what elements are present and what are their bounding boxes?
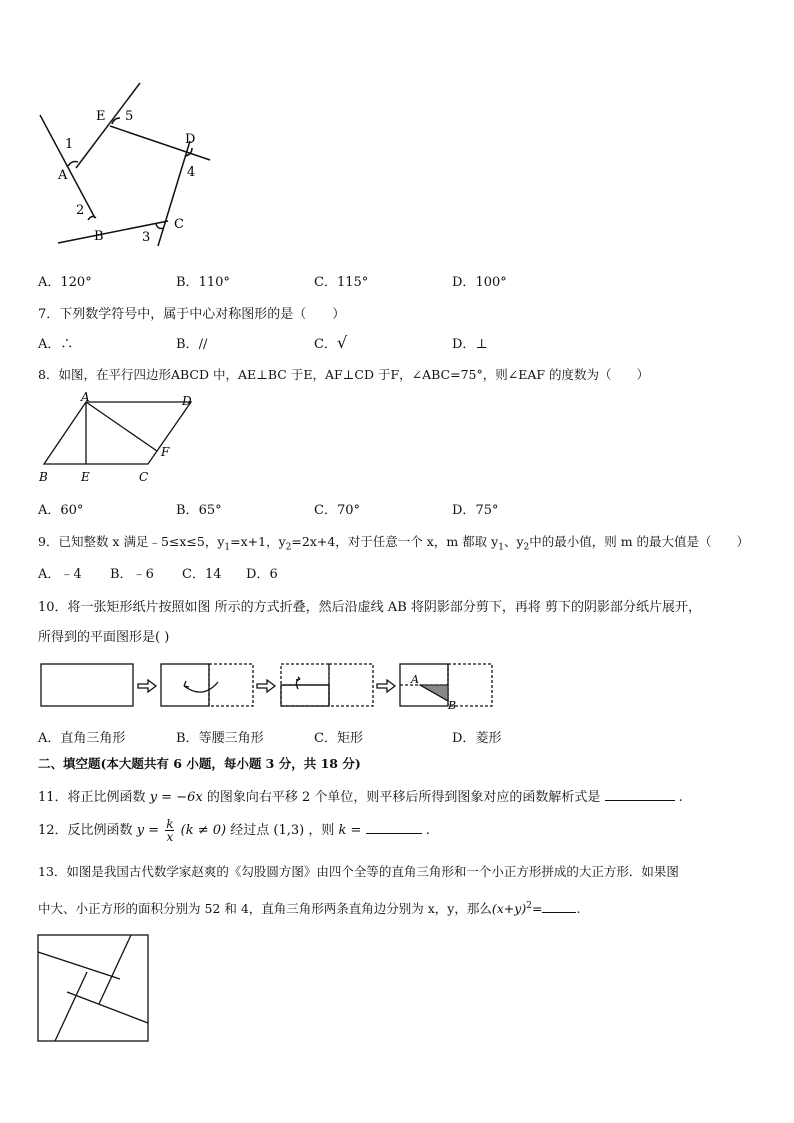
q6-label-2: 2 xyxy=(76,203,85,218)
q6-label-B: B xyxy=(94,229,104,244)
q8-stem: 8．如图，在平行四边形ABCD 中，AE⊥BC 于E，AF⊥CD 于F，∠ABC=75°，则∠EAF 的度数为（ ） xyxy=(38,367,650,382)
q8-label-E: E xyxy=(81,470,90,484)
q8-label-B: B xyxy=(39,470,48,484)
q6-label-4: 4 xyxy=(187,165,196,180)
q7-stem: 7．下列数学符号中，属于中心对称图形的是（ ） xyxy=(38,307,346,322)
q8-parallelogram-figure xyxy=(36,392,216,487)
q12-stem: 12．反比例函数 y = $\frac{k}{x}$ (k ≠ 0) 经过点 (1,3) ，则 k = . xyxy=(38,817,430,844)
q9-option-a[interactable]: A．﹣4 xyxy=(38,567,82,582)
q8-option-b[interactable]: B．65° xyxy=(176,503,222,518)
q6-label-5: 5 xyxy=(125,109,134,124)
q8-label-C: C xyxy=(139,470,149,484)
q8-label-A: A xyxy=(81,392,90,404)
q10-label-A: A xyxy=(411,673,419,686)
q13-stem-line1: 13．如图是我国古代数学家赵爽的《勾股圆方图》由四个全等的直角三角形和一个小正方形拼成的大正方形．如果图 xyxy=(38,864,679,879)
q11-formula: y = −6x xyxy=(149,790,203,805)
q10-stem-line1: 10．将一张矩形纸片按照如图 所示的方式折叠，然后沿虚线 AB 将阴影部分剪下，再将 剪下的阴影部分纸片展开， xyxy=(38,600,702,615)
q10-label-B: B xyxy=(448,699,457,712)
q6-pentagon-figure xyxy=(30,78,220,248)
q10-option-b[interactable]: B．等腰三角形 xyxy=(176,731,264,746)
q6-option-a[interactable]: A．120° xyxy=(38,275,92,290)
q12-fraction: $\frac{k}{x}$ xyxy=(166,817,174,844)
q8-label-D: D xyxy=(182,394,192,408)
q6-option-b[interactable]: B．110° xyxy=(176,275,230,290)
q7-option-c[interactable]: C．√ xyxy=(314,333,348,352)
q11-stem: 11．将正比例函数 y = −6x 的图象向右平移 2 个单位，则平移后所得到图象对应的函数解析式是 . xyxy=(38,790,683,805)
q6-label-1: 1 xyxy=(65,137,74,152)
q6-label-3: 3 xyxy=(142,230,151,245)
q6-label-C: C xyxy=(174,217,184,232)
q6-label-A: A xyxy=(58,168,68,183)
q10-option-a[interactable]: A．直角三角形 xyxy=(38,731,126,746)
q9-option-c[interactable]: C．14 xyxy=(182,567,222,582)
q10-option-d[interactable]: D．菱形 xyxy=(452,731,502,746)
q6-label-E: E xyxy=(96,109,106,124)
q7-option-a[interactable]: A．∴ xyxy=(38,337,74,352)
q11-answer-blank[interactable] xyxy=(605,788,675,801)
section-title-fill-in: 二、填空题(本大题共有 6 小题，每小题 3 分，共 18 分) xyxy=(38,756,361,771)
q6-option-d[interactable]: D．100° xyxy=(452,275,507,290)
q9-stem: 9．已知整数 x 满足﹣5≤x≤5，$y_1=x+1$，$y_2=2x+4$，对于任意一个 x，m 都取 $y_1$、$y_2$中的最小值，则 m 的最大值是（ ） xyxy=(38,534,750,553)
q13-stem-line2: 中大、小正方形的面积分别为 52 和 4，直角三角形两条直角边分别为 x，y，那么$(x+y)^2=$ . xyxy=(38,900,581,916)
q8-label-F: F xyxy=(161,445,170,459)
q13-answer-blank[interactable] xyxy=(542,900,576,913)
q7-option-d[interactable]: D．⊥ xyxy=(452,337,488,352)
q10-option-c[interactable]: C．矩形 xyxy=(314,731,363,746)
q10-stem-line2: 所得到的平面图形是( ) xyxy=(38,630,170,645)
q13-zhao-shuang-figure xyxy=(37,934,151,1044)
q6-option-c[interactable]: C．115° xyxy=(314,275,369,290)
q8-option-c[interactable]: C．70° xyxy=(314,503,360,518)
q7-option-b[interactable]: B．// xyxy=(176,337,208,352)
q6-label-D: D xyxy=(185,132,196,147)
q8-option-d[interactable]: D．75° xyxy=(452,503,499,518)
q9-option-d[interactable]: D．6 xyxy=(246,567,278,582)
q12-answer-blank[interactable] xyxy=(366,821,422,834)
q10-folding-figure xyxy=(38,658,498,713)
q9-option-b[interactable]: B．﹣6 xyxy=(110,567,154,582)
q8-option-a[interactable]: A．60° xyxy=(38,503,84,518)
